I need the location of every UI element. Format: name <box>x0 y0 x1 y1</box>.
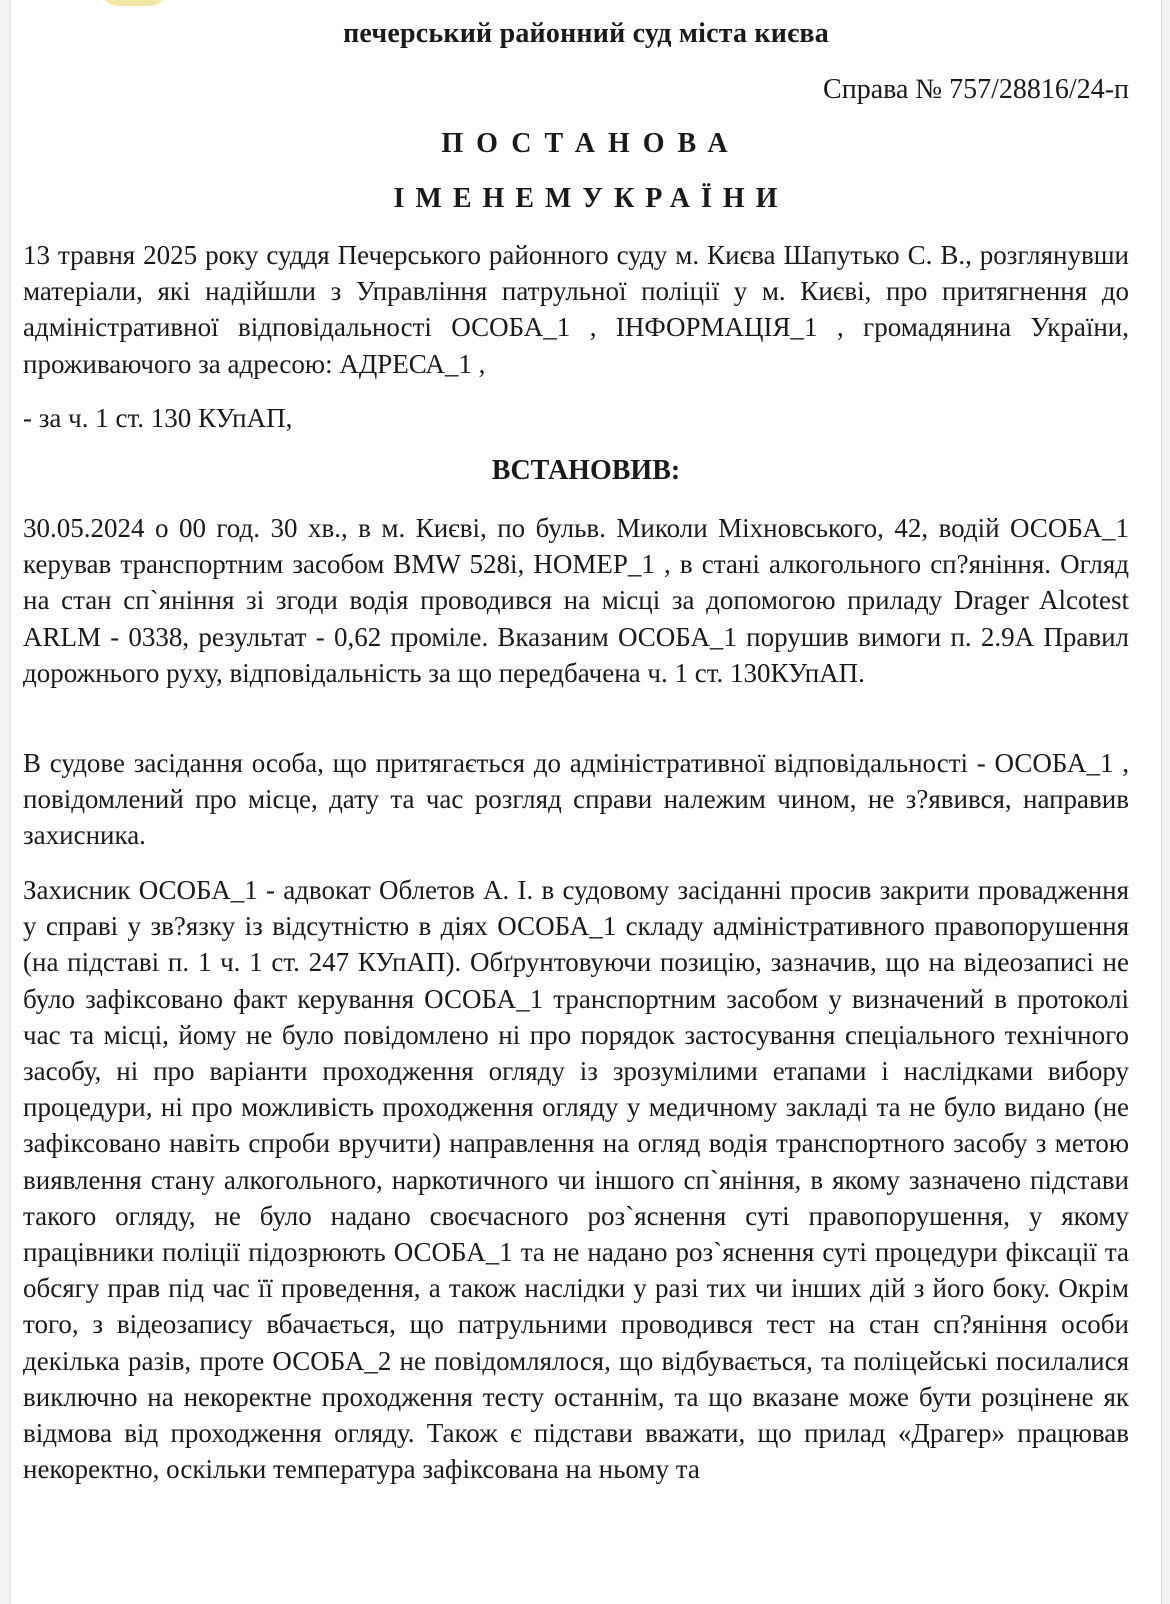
court-logo-fragment <box>99 0 169 6</box>
intro-paragraph: 13 травня 2025 року суддя Печерського районного суду м. Києва Шапутько С. В., розглянувши матеріали, які надійшли з Управління патрульної поліції у м. Києві, про притягнення до адміністративної відповідальності ОСОБА_1 , ІНФОРМАЦІЯ_1 , громадянина України, проживаючого за адресою: АДРЕСА_1 , <box>23 240 1129 379</box>
court-name: печерський районний суд міста києва <box>343 18 829 49</box>
document-subtitle: ІМЕНЕМУКРАЇНИ <box>393 183 789 214</box>
established-heading: ВСТАНОВИВ: <box>491 455 681 486</box>
facts-paragraph: 30.05.2024 о 00 год. 30 хв., в м. Києві, по бульв. Миколи Міхновського, 42, водій ОСОБА_1 керував транспортним засобом BMW 528i, НОМЕР_1 , в стані алкогольного сп?яніння. Огляд на стан сп`яніння зі згоди водія проводився на місці за допомогою приладу Drager Alcotest ARLM - 0338, результат - 0,62 проміле. Вказаним ОСОБА_1 порушив вимоги п. 2.9А Правил дорожнього руху, відповідальність за що передбачена ч. 1 ст. 130КУпАП. <box>23 513 1129 688</box>
document-page <box>10 0 1162 1604</box>
defense-paragraph: Захисник ОСОБА_1 - адвокат Облетов А. І. в судовому засіданні просив закрити провадження у справі у зв?язку із відсутністю в діях ОСОБА_1 складу адміністративного правопорушення (на підставі п. 1 ч. 1 ст. 247 КУпАП). Обґрунтовуючи позицію, зазначив, що на відеозаписі не було зафіксовано факт керування ОСОБА_1 транспортним засобом у визначений в протоколі час та місці, йому не було повідомлено ні про порядок застосування спеціального технічного засобу, ні про варіанти проходження огляду із зрозумілими етапами і наслідками вибору процедури, ні про можливість проходження огляду у медичному закладі та не було видано (не зафіксовано навіть спроби вручити) направлення на огляд водія транспортного засобу з метою виявлення стану алкогольного, наркотичного чи іншого сп`яніння, в якому зазначено підстави такого огляду, не було надано своєчасного роз`яснення суті правопорушення, у якому працівники поліції підозрюють ОСОБА_1 та не надано роз`яснення суті процедури фіксації та обсягу прав під час її проведення, а також наслідки у разі тих чи інших дій з його боку. Окрім того, з відеозапису вбачається, що патрульними проводився тест на стан сп?яніння особи декілька разів, проте ОСОБА_2 не повідомлялося, що відбувається, та поліцейські посилалися виключно на некоректне проходження тесту останнім, та що вказане може бути розцінене як відмова від проходження огляду. Також є підстави вважати, що прилад «Драгер» працював некоректно, оскільки температура зафіксована на ньому та <box>23 875 1129 1485</box>
case-number: Справа № 757/28816/24-п <box>823 74 1129 105</box>
document-title: ПОСТАНОВА <box>441 128 741 159</box>
article-paragraph: - за ч. 1 ст. 130 КУпАП, <box>23 403 293 433</box>
hearing-paragraph: В судове засідання особа, що притягається до адміністративної відповідальності - ОСОБА_1 , повідомлений про місце, дату та час розгляд справи належим чином, не з?явився, направив захисника. <box>23 748 1129 851</box>
